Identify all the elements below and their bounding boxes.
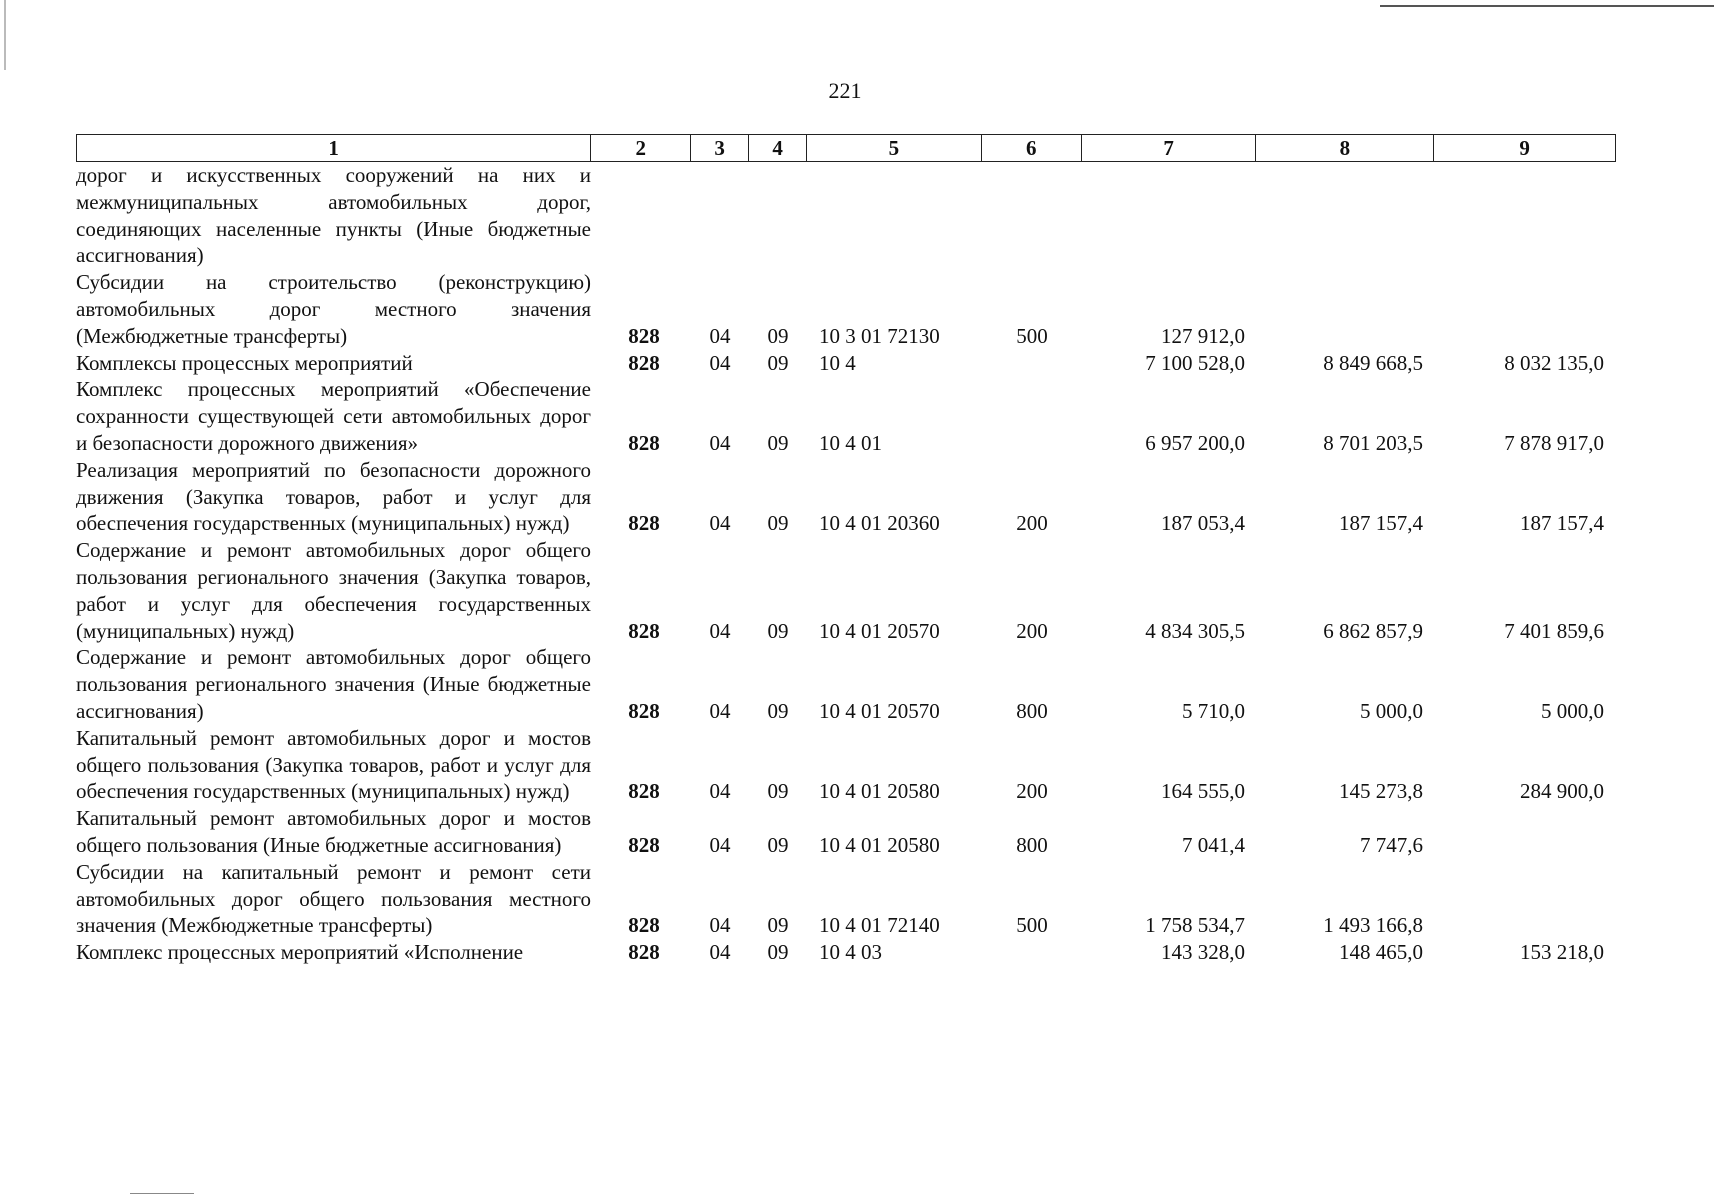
target-article-code: 10 4 01 72140 [819,913,940,938]
column-header: 2 [591,135,691,161]
column-header: 4 [749,135,807,161]
section-code: 04 [709,913,731,938]
subsection-code: 09 [767,698,789,723]
section-code: 04 [709,832,731,857]
ministry-code: 828 [628,779,660,804]
section-code: 04 [709,940,731,965]
ministry-code: 828 [628,913,660,938]
expense-type-code: 200 [1016,618,1048,643]
table-row [76,644,1616,724]
subsection-code: 09 [767,323,789,348]
table-row [76,805,1616,859]
column-header: 3 [691,135,749,161]
amount-col-7: 187 053,4 [1161,511,1245,536]
amount-col-7: 4 834 305,5 [1145,618,1245,643]
table-body [76,162,1616,966]
amount-col-8: 5 000,0 [1360,698,1423,723]
subsection-code: 09 [767,511,789,536]
scan-edge-line [1380,5,1714,7]
amount-col-9: 5 000,0 [1541,698,1604,723]
item-name: Капитальный ремонт автомобильных дорог и мостов общего пользования (Иные бюджетные ассигнования) [76,806,591,857]
subsection-code: 09 [767,913,789,938]
target-article-code: 10 4 01 20580 [819,832,940,857]
column-header: 8 [1256,135,1434,161]
amount-col-7: 7 041,4 [1182,832,1245,857]
target-article-code: 10 4 03 [819,940,882,965]
ministry-code: 828 [628,323,660,348]
amount-col-7: 6 957 200,0 [1145,430,1245,455]
amount-col-9: 187 157,4 [1520,511,1604,536]
table-row [76,725,1616,805]
table-row [76,537,1616,644]
target-article-code: 10 4 01 20580 [819,779,940,804]
section-code: 04 [709,323,731,348]
subsection-code: 09 [767,350,789,375]
amount-col-7: 164 555,0 [1161,779,1245,804]
subsection-code: 09 [767,940,789,965]
target-article-code: 10 4 01 20360 [819,511,940,536]
amount-col-7: 127 912,0 [1161,323,1245,348]
table-row [76,269,1616,349]
item-name: Капитальный ремонт автомобильных дорог и мостов общего пользования (Закупка товаров, работ и услуг для обеспечения государственных (муниципальных) нужд) [76,725,591,804]
amount-col-8: 187 157,4 [1339,511,1423,536]
item-name: Субсидии на строительство (реконструкцию) автомобильных дорог местного значения (Межбюджетные трансферты) [76,270,591,348]
subsection-code: 09 [767,430,789,455]
table-row [76,939,1616,966]
expense-type-code: 500 [1016,913,1048,938]
amount-col-8: 145 273,8 [1339,779,1423,804]
ministry-code: 828 [628,511,660,536]
column-header: 9 [1519,136,1530,160]
item-name: Комплексы процессных мероприятий [76,350,413,375]
table-row [76,162,1616,269]
section-code: 04 [709,698,731,723]
ministry-code: 828 [628,350,660,375]
target-article-code: 10 3 01 72130 [819,323,940,348]
amount-col-9: 7 878 917,0 [1504,430,1604,455]
amount-col-9: 8 032 135,0 [1504,350,1604,375]
ministry-code: 828 [628,618,660,643]
target-article-code: 10 4 01 20570 [819,618,940,643]
scan-edge-line [4,0,6,70]
subsection-code: 09 [767,779,789,804]
section-code: 04 [709,618,731,643]
item-name: Содержание и ремонт автомобильных дорог общего пользования регионального значения (Закупка товаров, работ и услуг для обеспечения государственных (муниципальных) нужд) [76,538,591,643]
amount-col-9: 153 218,0 [1520,940,1604,965]
amount-col-8: 7 747,6 [1360,832,1423,857]
ministry-code: 828 [628,832,660,857]
column-header: 7 [1082,135,1257,161]
item-name: Комплекс процессных мероприятий «Исполнение [76,940,524,965]
target-article-code: 10 4 01 [819,430,882,455]
amount-col-9: 284 900,0 [1520,779,1604,804]
table-row [76,859,1616,939]
column-header: 1 [77,135,591,161]
column-header: 5 [807,135,982,161]
target-article-code: 10 4 [819,350,856,375]
amount-col-7: 1 758 534,7 [1145,913,1245,938]
amount-col-8: 6 862 857,9 [1323,618,1423,643]
section-code: 04 [709,430,731,455]
subsection-code: 09 [767,618,789,643]
ministry-code: 828 [628,430,660,455]
ministry-code: 828 [628,940,660,965]
amount-col-8: 1 493 166,8 [1323,913,1423,938]
scan-edge-line [130,1193,194,1194]
expense-type-code: 800 [1016,698,1048,723]
expense-type-code: 200 [1016,511,1048,536]
amount-col-9: 7 401 859,6 [1504,618,1604,643]
amount-col-8: 148 465,0 [1339,940,1423,965]
amount-col-7: 7 100 528,0 [1145,350,1245,375]
target-article-code: 10 4 01 20570 [819,698,940,723]
expense-type-code: 200 [1016,779,1048,804]
section-code: 04 [709,779,731,804]
amount-col-8: 8 701 203,5 [1323,430,1423,455]
section-code: 04 [709,350,731,375]
ministry-code: 828 [628,698,660,723]
expense-type-code: 800 [1016,832,1048,857]
item-name: Содержание и ремонт автомобильных дорог общего пользования регионального значения (Иные бюджетные ассигнования) [76,645,591,723]
item-name: Реализация мероприятий по безопасности дорожного движения (Закупка товаров, работ и услуг для обеспечения государственных (муниципальных) нужд) [76,457,591,536]
section-code: 04 [709,511,731,536]
amount-col-7: 143 328,0 [1161,940,1245,965]
item-name: Субсидии на капитальный ремонт и ремонт сети автомобильных дорог общего пользования местного значения (Межбюджетные трансферты) [76,859,591,938]
column-header: 6 [982,135,1082,161]
expense-type-code: 500 [1016,323,1048,348]
page-number: 221 [828,78,862,103]
subsection-code: 09 [767,832,789,857]
table-row [76,457,1616,537]
amount-col-8: 8 849 668,5 [1323,350,1423,375]
table-header [76,134,1616,162]
table-row [76,376,1616,456]
item-name: дорог и искусственных сооружений на них и межмуниципальных автомобильных дорог, соединяющих населенные пункты (Иные бюджетные ассигнования) [76,163,591,268]
amount-col-7: 5 710,0 [1182,698,1245,723]
item-name: Комплекс процессных мероприятий «Обеспечение сохранности существующей сети автомобильных дорог и безопасности дорожного движения» [76,377,591,455]
table-row [76,350,1616,377]
